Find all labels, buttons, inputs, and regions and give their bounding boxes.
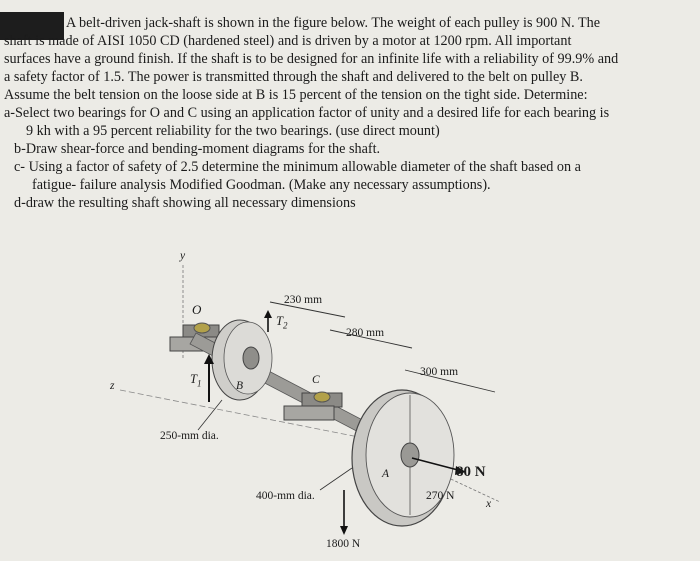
point-a-label: A [382,468,390,480]
problem-line: a-Select two bearings for O and C using an application factor of unity and a desired life for each bearing is [4,105,610,121]
dia-400-label: 400-mm dia. [256,490,315,502]
problem-line: surfaces have a ground finish. If the shaft is to be designed for an infinite life with a reliability of 99.9% and [4,51,619,67]
point-o-label: O [192,302,202,317]
t2-arrowhead [264,310,272,318]
axis-y-label: y [180,250,186,262]
t2-label: $T_2$ [276,314,288,331]
dia-250-label: 250-mm dia. [160,430,219,442]
pulley-a [352,390,454,526]
problem-line: fatigue- failure analysis Modified Goodman. (Make any necessary assumptions). [32,177,491,193]
force-1800-arrowhead [340,526,348,535]
axis-x-label: x [486,498,492,510]
axis-z-label: z [110,380,115,392]
problem-line: Assume the belt tension on the loose side at B is 15 percent of the tension on the tight side. Determine: [4,87,588,103]
dim-230-label: 230 mm [284,294,323,306]
problem-line: b-Draw shear-force and bending-moment diagrams for the shaft. [14,141,381,157]
problem-line: d-draw the resulting shaft showing all necessary dimensions [14,195,356,211]
dim-280-label: 280 mm [346,327,385,339]
problem-line: shaft is made of AISI 1050 CD (hardened steel) and is driven by a motor at 1200 rpm. All important [4,33,572,49]
problem-line: c- Using a factor of safety of 2.5 determine the minimum allowable diameter of the shaft based on a [14,159,581,175]
force-270-label: 270 N [426,490,455,502]
point-b-label: B [236,380,244,392]
dim-300-label: 300 mm [420,366,459,378]
point-c-label: C [312,374,320,386]
problem-line: 9 kh with a 95 percent reliability for the two bearings. (use direct mount) [26,123,440,139]
problem-line: A belt-driven jack-shaft is shown in the figure below. The weight of each pulley is 900 N. The [66,15,601,31]
force-80-label: 80 N [456,464,486,480]
force-1800-label: 1800 N [326,538,361,550]
leader-250 [198,400,222,430]
jackshaft-drawing [0,240,700,556]
problem-line: a safety factor of 1.5. The power is transmitted through the shaft and delivered to the belt on pulley B. [4,69,583,85]
leader-400 [320,468,352,490]
t1-label: $T_1$ [190,372,202,389]
jackshaft-figure [0,240,700,556]
